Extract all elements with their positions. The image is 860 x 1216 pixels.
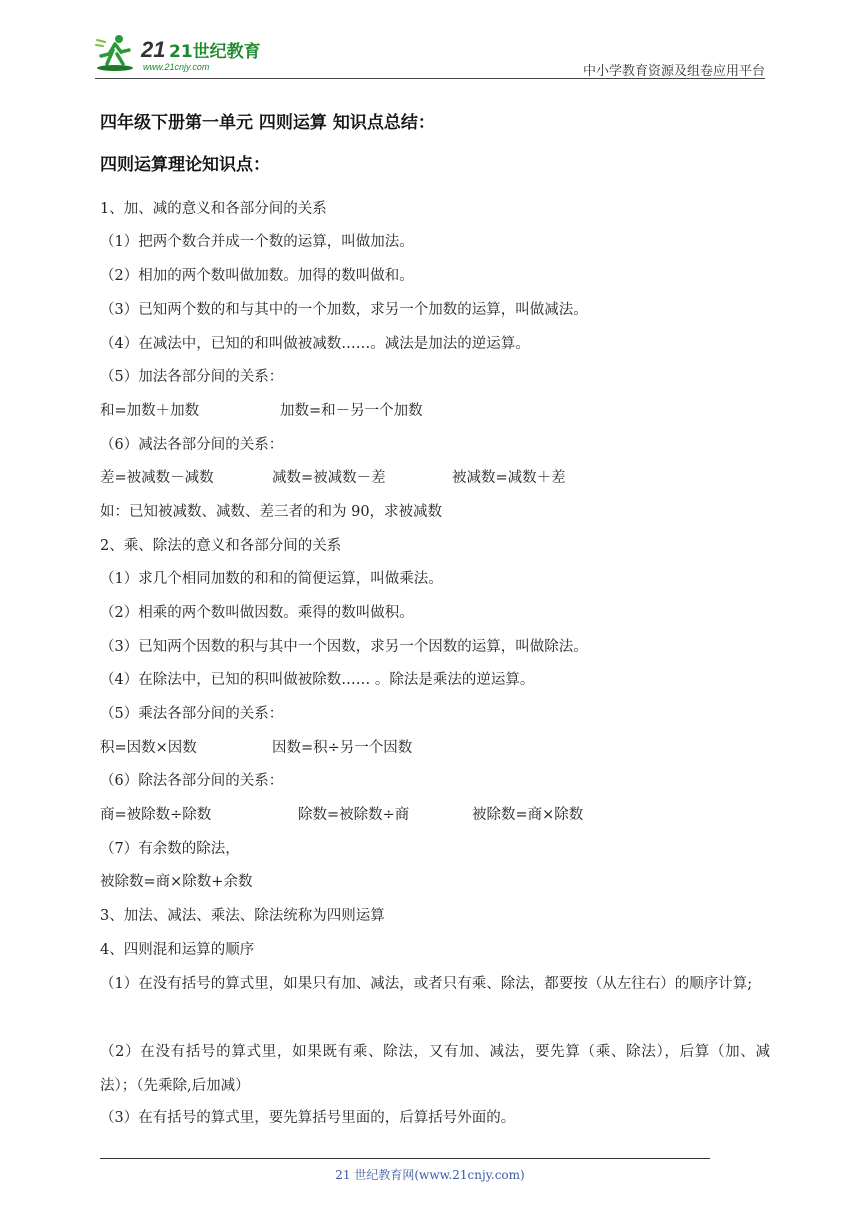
list-item: （4）在除法中，已知的积叫做被除数…… 。除法是乘法的逆运算。 bbox=[100, 672, 535, 688]
svg-text:21: 21 bbox=[141, 37, 166, 62]
list-item: （4）在减法中，已知的和叫做被减数……。减法是加法的逆运算。 bbox=[100, 336, 530, 352]
list-item: （5）加法各部分间的关系： bbox=[100, 369, 284, 385]
formula-row bbox=[100, 400, 423, 422]
formula: 和=加数＋加数 bbox=[100, 403, 200, 419]
list-item: （2）在没有括号的算式里，如果既有乘、除法，又有加、减法，要先算（乘、除法），后算（加、减法）；（先乘除,后加减） bbox=[100, 1044, 770, 1094]
svg-text:21世纪教育: 21世纪教育 bbox=[169, 42, 261, 62]
list-item: （2）相乘的两个数叫做因数。乘得的数叫做积。 bbox=[100, 605, 414, 621]
section-2-heading: 2、乘、除法的意义和各部分间的关系 bbox=[100, 538, 342, 554]
formula: 积=因数×因数 bbox=[100, 740, 197, 756]
section-1-heading: 1、加、减的意义和各部分间的关系 bbox=[100, 201, 327, 217]
list-item: （6）减法各部分间的关系： bbox=[100, 437, 284, 453]
list-item: （2）相加的两个数叫做加数。加得的数叫做和。 bbox=[100, 268, 414, 284]
section-3-heading: 3、加法、减法、乘法、除法统称为四则运算 bbox=[100, 908, 385, 924]
formula: 除数=被除数÷商 bbox=[298, 807, 410, 823]
formula-row bbox=[100, 467, 566, 489]
list-item: （1）把两个数合并成一个数的运算，叫做加法。 bbox=[100, 234, 414, 250]
platform-name: 中小学教育资源及组卷应用平台 bbox=[582, 64, 765, 79]
footer-divider bbox=[100, 1158, 710, 1159]
site-logo bbox=[95, 30, 265, 75]
formula: 因数=积÷另一个因数 bbox=[272, 740, 413, 756]
formula: 被减数=减数＋差 bbox=[452, 470, 566, 486]
header-divider bbox=[95, 78, 765, 79]
list-item: （1）求几个相同加数的和和的简便运算，叫做乘法。 bbox=[100, 571, 443, 587]
list-item: （3）已知两个数的和与其中的一个加数，求另一个加数的运算，叫做减法。 bbox=[100, 302, 588, 318]
formula: 加数=和－另一个加数 bbox=[280, 403, 423, 419]
list-item: （3）在有括号的算式里，要先算括号里面的，后算括号外面的。 bbox=[100, 1110, 516, 1126]
page-footer: 21 世纪教育网(www.21cnjy.com) bbox=[335, 1168, 525, 1182]
example: 如：已知被减数、减数、差三者的和为 90，求被减数 bbox=[100, 504, 443, 520]
formula: 被除数=商×除数 bbox=[472, 807, 584, 823]
list-item: （3）已知两个因数的积与其中一个因数，求另一个因数的运算，叫做除法。 bbox=[100, 639, 588, 655]
list-item: （5）乘法各部分间的关系： bbox=[100, 706, 284, 722]
formula-row bbox=[100, 804, 583, 826]
formula: 被除数=商×除数+余数 bbox=[100, 874, 253, 890]
formula: 商=被除数÷除数 bbox=[100, 807, 212, 823]
section-4-heading: 4、四则混和运算的顺序 bbox=[100, 942, 255, 958]
formula: 减数=被减数－差 bbox=[272, 470, 386, 486]
page-header bbox=[95, 30, 765, 78]
svg-text:www.21cnjy.com: www.21cnjy.com bbox=[143, 62, 210, 72]
section-heading: 四则运算理论知识点： bbox=[100, 155, 270, 175]
list-item: （1）在没有括号的算式里，如果只有加、减法，或者只有乘、除法，都要按（从左往右）的顺序计算; bbox=[100, 976, 753, 992]
formula-row bbox=[100, 737, 412, 759]
list-item: （7）有余数的除法， bbox=[100, 841, 240, 857]
doc-title: 四年级下册第一单元 四则运算 知识点总结： bbox=[100, 113, 435, 133]
list-item: （6）除法各部分间的关系： bbox=[100, 773, 284, 789]
formula: 差=被减数－减数 bbox=[100, 470, 214, 486]
